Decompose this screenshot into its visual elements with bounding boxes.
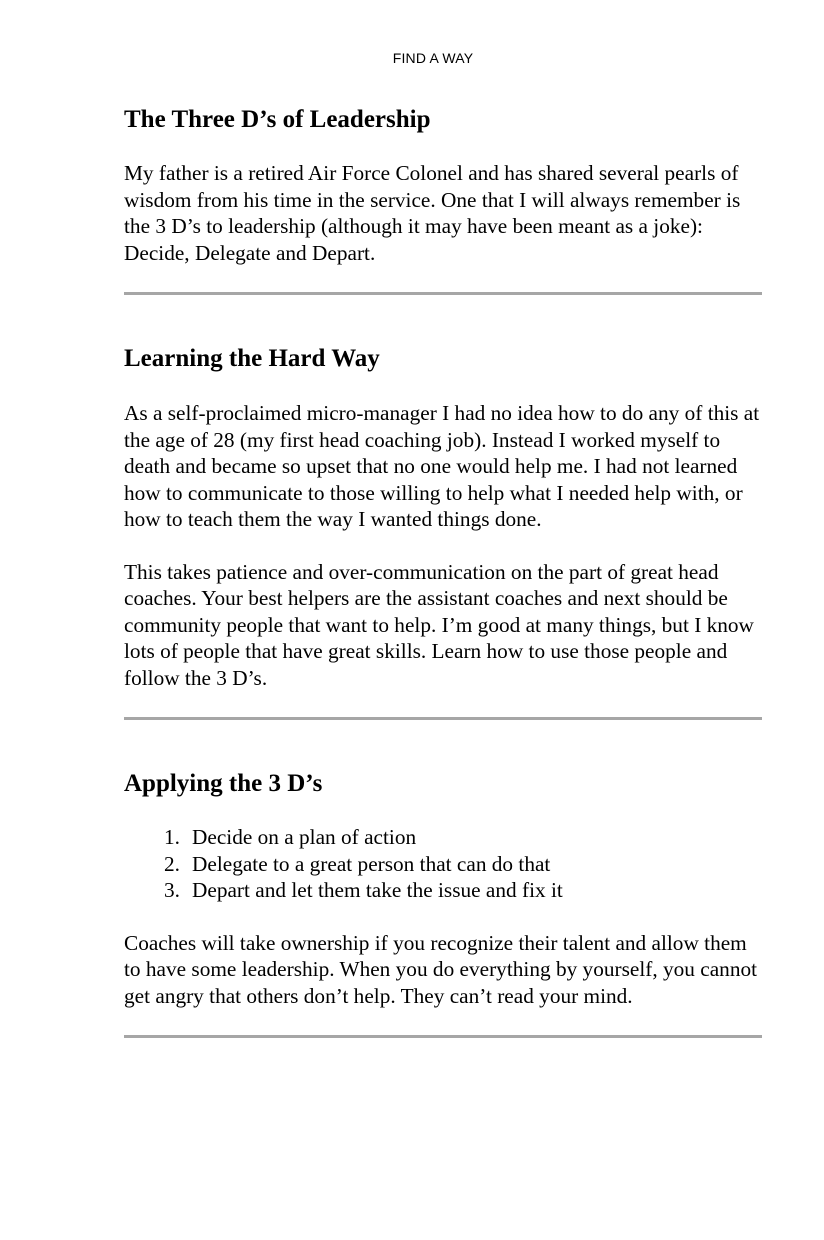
page-body <box>124 96 764 1038</box>
list-item <box>124 824 764 851</box>
numbered-list <box>124 824 764 904</box>
list-item-text: Depart and let them take the issue and fix it <box>192 878 563 902</box>
section-three-ds <box>124 96 764 266</box>
running-header: FIND A WAY <box>392 50 474 66</box>
paragraph: My father is a retired Air Force Colonel and has shared several pearls of wisdom from his time in the service. One that I will always remember is the 3 D’s to leadership (although it may have been meant as a joke): Decide, Delegate and Depart. <box>124 161 741 265</box>
paragraph: This takes patience and over-communication on the part of great head coaches. Your best helpers are the assistant coaches and next should be community people that want to help. I’m good at many things, but I know lots of people that have great skills. Learn how to use those people and follow the 3 D’s. <box>124 559 754 690</box>
paragraph: As a self-proclaimed micro-manager I had no idea how to do any of this at the age of 28 (my first head coaching job). Instead I worked myself to death and became so upset that no one would help me. I had not learned how to communicate to those willing to help what I needed help with, or how to teach them the way I wanted things done. <box>124 401 760 531</box>
list-number: 3. <box>164 878 180 902</box>
list-item <box>124 877 764 904</box>
section-learning-hard-way <box>124 335 764 691</box>
section-applying-three-ds <box>124 760 764 1009</box>
section-divider <box>124 717 762 720</box>
section-divider <box>124 1035 762 1038</box>
section-divider <box>124 292 762 295</box>
section-heading: Applying the 3 D’s <box>124 770 323 797</box>
section-heading: The Three D’s of Leadership <box>124 106 431 133</box>
list-number: 2. <box>164 851 180 876</box>
section-heading: Learning the Hard Way <box>124 345 380 372</box>
list-item-text: Delegate to a great person that can do that <box>192 851 551 876</box>
list-item <box>124 851 764 878</box>
paragraph: Coaches will take ownership if you recognize their talent and allow them to have some leadership. When you do everything by yourself, you cannot get angry that others don’t help. They can’t read your mind. <box>124 930 758 1008</box>
list-item-text: Decide on a plan of action <box>192 825 417 849</box>
list-number: 1. <box>164 825 180 849</box>
